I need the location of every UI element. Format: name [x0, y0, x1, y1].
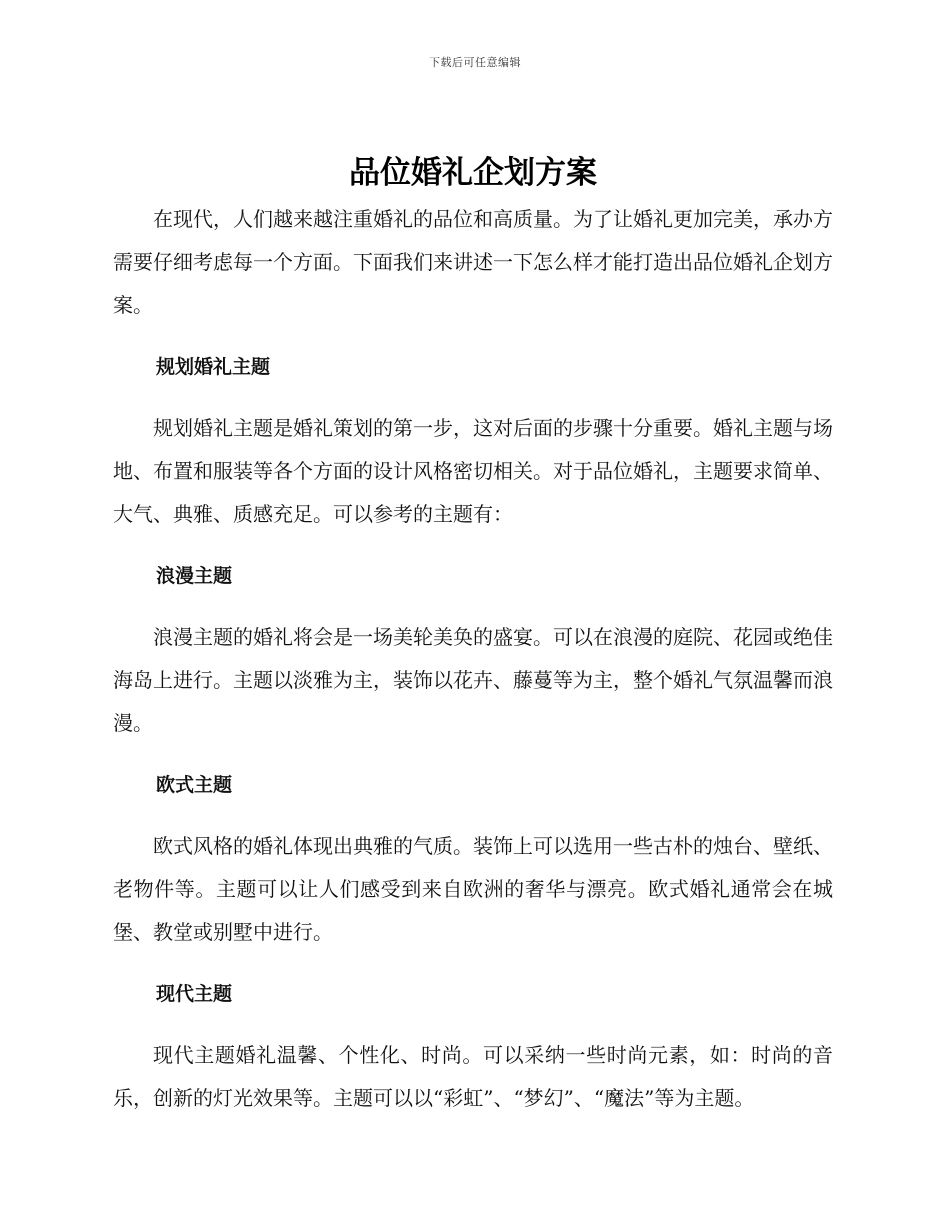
section-body-modern: 现代主题婚礼温馨、个性化、时尚。可以采纳一些时尚元素，如：时尚的音乐，创新的灯光效果等。主题可以以“彩虹”、“梦幻”、“魔法”等为主题。	[113, 1043, 833, 1110]
document-body	[113, 148, 833, 1120]
document-title: 品位婚礼企划方案	[349, 155, 597, 191]
section-body-romantic: 浪漫主题的婚礼将会是一场美轮美奂的盛宴。可以在浪漫的庭院、花园或绝佳海岛上进行。主题以淡雅为主，装饰以花卉、藤蔓等为主，整个婚礼气氛温馨而浪漫。	[113, 625, 833, 735]
section-heading-planning: 规划婚礼主题	[156, 356, 271, 378]
section-heading-european: 欧式主题	[156, 774, 233, 796]
section-heading-modern: 现代主题	[156, 983, 233, 1005]
section-body-planning: 规划婚礼主题是婚礼策划的第一步，这对后面的步骤十分重要。婚礼主题与场地、布置和服装等各个方面的设计风格密切相关。对于品位婚礼，主题要求简单、大气、典雅、质感充足。可以参考的主题有：	[113, 416, 833, 526]
intro-paragraph: 在现代，人们越来越注重婚礼的品位和高质量。为了让婚礼更加完美，承办方需要仔细考虑每一个方面。下面我们来讲述一下怎么样才能打造出品位婚礼企划方案。	[113, 207, 833, 317]
page-header: 下载后可任意编辑	[429, 56, 521, 69]
section-body-european: 欧式风格的婚礼体现出典雅的气质。装饰上可以选用一些古朴的烛台、壁纸、老物件等。主题可以让人们感受到来自欧洲的奢华与漂亮。欧式婚礼通常会在城堡、教堂或别墅中进行。	[113, 834, 833, 944]
section-heading-romantic: 浪漫主题	[156, 565, 233, 587]
